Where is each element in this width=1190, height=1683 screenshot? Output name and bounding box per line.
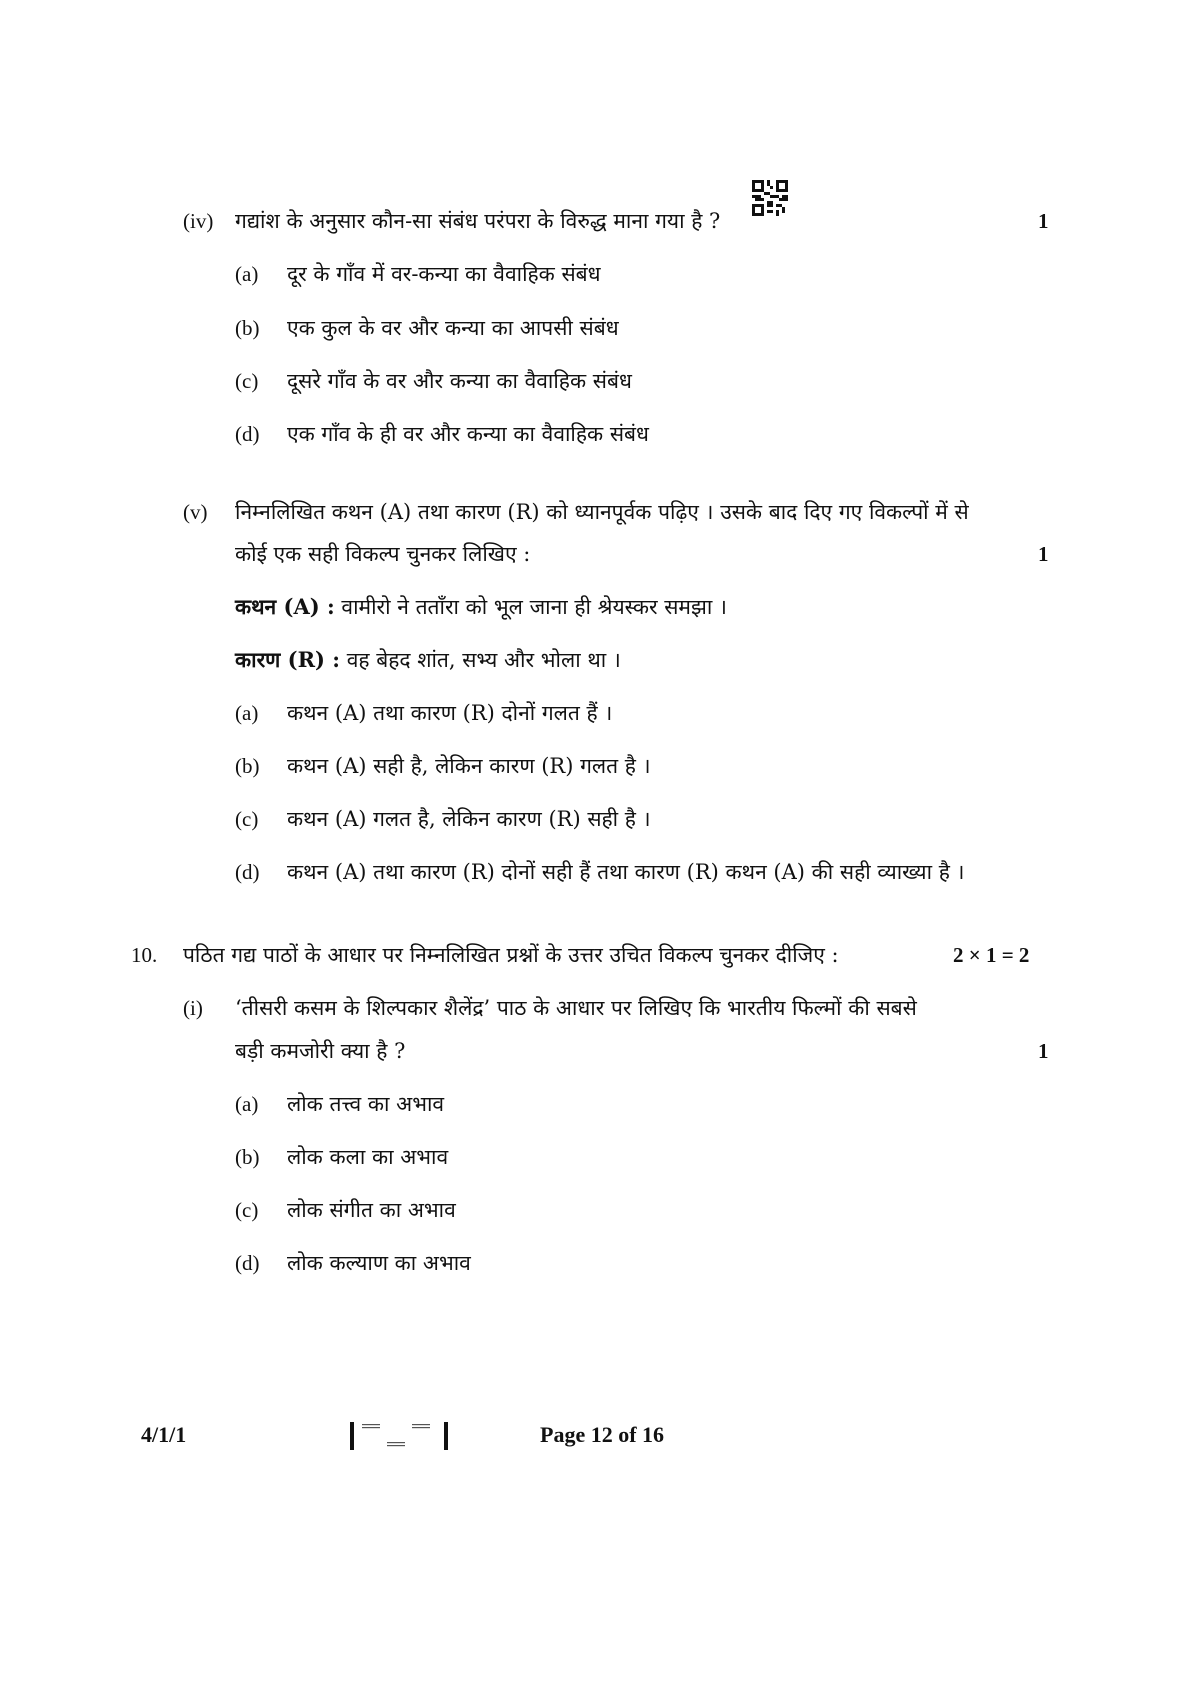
paper-code: 4/1/1 <box>141 1422 187 1447</box>
option-text: कथन (A) तथा कारण (R) दोनों सही हैं तथा कारण (R) कथन (A) की सही व्याख्या है । <box>287 860 965 884</box>
option-label: (c) <box>235 1198 259 1222</box>
option-label: (a) <box>235 701 259 725</box>
option-text: दूसरे गाँव के वर और कन्या का वैवाहिक संबंध <box>287 369 632 393</box>
qr-code-icon <box>752 180 788 216</box>
marks: 2 × 1 = 2 <box>953 943 1030 967</box>
option-label: (d) <box>235 422 260 446</box>
question-instruction: पठित गद्य पाठों के आधार पर निम्नलिखित प्रश्नों के उत्तर उचित विकल्प चुनकर दीजिए : <box>183 943 839 967</box>
question-number: (i) <box>183 996 203 1020</box>
page-number: Page 12 of 16 <box>540 1422 665 1447</box>
option-label: (d) <box>235 1251 260 1275</box>
option-text: एक गाँव के ही वर और कन्या का वैवाहिक संबंध <box>287 422 649 446</box>
option-label: (b) <box>235 316 260 340</box>
option-text: कथन (A) तथा कारण (R) दोनों गलत हैं । <box>287 701 613 725</box>
option-label: (c) <box>235 807 259 831</box>
marks: 1 <box>1038 542 1049 566</box>
option-text: लोक कला का अभाव <box>287 1145 449 1169</box>
barcode-icon <box>350 1420 450 1452</box>
marks: 1 <box>1038 1039 1049 1063</box>
option-text: कथन (A) सही है, लेकिन कारण (R) गलत है । <box>287 754 651 778</box>
option-text: कथन (A) गलत है, लेकिन कारण (R) सही है । <box>287 807 651 831</box>
option-text: दूर के गाँव में वर-कन्या का वैवाहिक संबंध <box>287 262 601 286</box>
option-label: (a) <box>235 262 259 286</box>
reason-text: वह बेहद शांत, सभ्य और भोला था । <box>340 648 621 672</box>
question-number: 10. <box>131 943 158 967</box>
option-label: (a) <box>235 1092 259 1116</box>
question-number: (iv) <box>183 209 214 233</box>
reason-label: कारण (R) : <box>235 647 341 672</box>
marks: 1 <box>1038 209 1049 233</box>
option-label: (c) <box>235 369 259 393</box>
question-text-line2: बड़ी कमजोरी क्या है ? <box>235 1039 406 1063</box>
option-label: (b) <box>235 754 260 778</box>
option-text: लोक कल्याण का अभाव <box>287 1251 471 1275</box>
question-text-line2: कोई एक सही विकल्प चुनकर लिखिए : <box>235 542 531 566</box>
assertion-label: कथन (A) : <box>235 594 335 619</box>
option-text: लोक तत्त्व का अभाव <box>287 1092 445 1116</box>
question-number: (v) <box>183 500 208 524</box>
option-text: एक कुल के वर और कन्या का आपसी संबंध <box>287 316 619 340</box>
question-text-line1: ‘तीसरी कसम के शिल्पकार शैलेंद्र’ पाठ के आधार पर लिखिए कि भारतीय फिल्मों की सबसे <box>235 996 917 1020</box>
question-text-line1: निम्नलिखित कथन (A) तथा कारण (R) को ध्यानपूर्वक पढ़िए । उसके बाद दिए गए विकल्पों में से <box>235 500 969 524</box>
question-text: गद्यांश के अनुसार कौन-सा संबंध परंपरा के विरुद्ध माना गया है ? <box>235 209 721 233</box>
option-label: (d) <box>235 860 260 884</box>
assertion-text: वामीरो ने तताँरा को भूल जाना ही श्रेयस्कर समझा । <box>334 595 727 619</box>
option-text: लोक संगीत का अभाव <box>287 1198 456 1222</box>
option-label: (b) <box>235 1145 260 1169</box>
